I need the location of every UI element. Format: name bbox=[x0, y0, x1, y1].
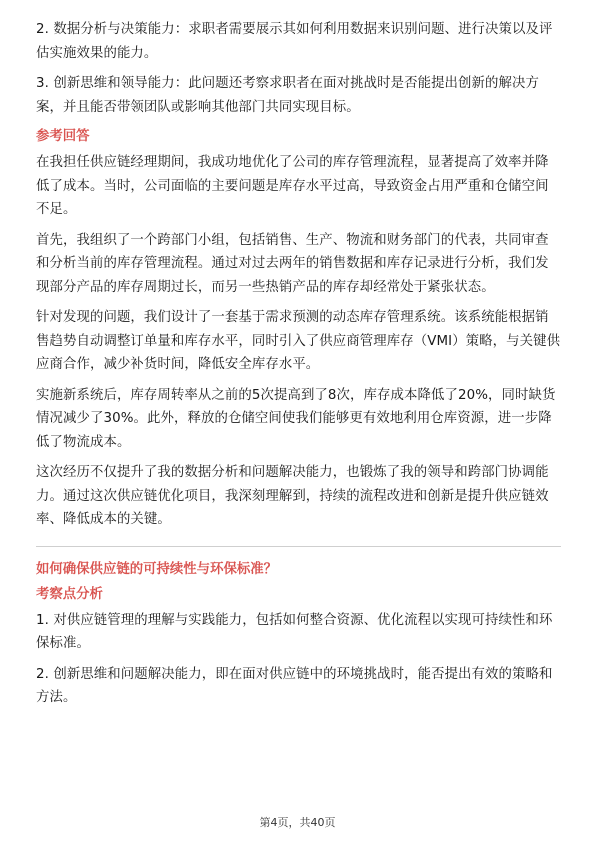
reference-answer-heading: 参考回答 bbox=[36, 129, 90, 144]
point-data-analysis: 2. 数据分析与决策能力：求职者需要展示其如何利用数据来识别问题、进行决策以及评估实施效果的能力。 bbox=[36, 22, 553, 61]
analysis-point: 2. 创新思维和问题解决能力，即在面对供应链中的环境挑战时，能否提出有效的策略和方法。 bbox=[36, 666, 553, 705]
section-divider bbox=[36, 546, 561, 547]
question-title: 如何确保供应链的可持续性与环保标准？ bbox=[36, 561, 278, 577]
analysis-point: 1. 对供应链管理的理解与实践能力，包括如何整合资源、优化流程以实现可持续性和环保标准。 bbox=[36, 612, 553, 651]
answer-paragraph: 实施新系统后，库存周转率从之前的5次提高到了8次，库存成本降低了20%，同时缺货情况减少了30%。此外，释放的仓储空间使我们能够更有效地利用仓库资源，进一步降低了物流成本。 bbox=[36, 387, 556, 450]
answer-paragraph: 针对发现的问题，我们设计了一套基于需求预测的动态库存管理系统。该系统能根据销售趋势自动调整订单量和库存水平，同时引入了供应商管理库存（VMI）策略，与关键供应商合作，减少补货时间，降低安全库存水平。 bbox=[36, 310, 561, 372]
document-page bbox=[36, 18, 561, 717]
answer-paragraph: 在我担任供应链经理期间，我成功地优化了公司的库存管理流程，显著提高了效率并降低了成本。当时，公司面临的主要问题是库存水平过高，导致资金占用严重和仓储空间不足。 bbox=[36, 155, 549, 217]
point-innovation-leadership: 3. 创新思维和领导能力：此问题还考察求职者在面对挑战时是否能提出创新的解决方案，并且能否带领团队或影响其他部门共同实现目标。 bbox=[36, 76, 539, 115]
answer-paragraph: 首先，我组织了一个跨部门小组，包括销售、生产、物流和财务部门的代表，共同审查和分析当前的库存管理流程。通过对过去两年的销售数据和库存记录进行分析，我们发现部分产品的库存周期过长，而另一些热销产品的库存却经常处于紧张状态。 bbox=[36, 232, 549, 295]
page-number: 第4页，共40页 bbox=[259, 816, 336, 829]
analysis-heading: 考察点分析 bbox=[36, 586, 103, 602]
answer-paragraph: 这次经历不仅提升了我的数据分析和问题解决能力，也锻炼了我的领导和跨部门协调能力。通过这次供应链优化项目，我深刻理解到，持续的流程改进和创新是提升供应链效率、降低成本的关键。 bbox=[36, 465, 549, 527]
